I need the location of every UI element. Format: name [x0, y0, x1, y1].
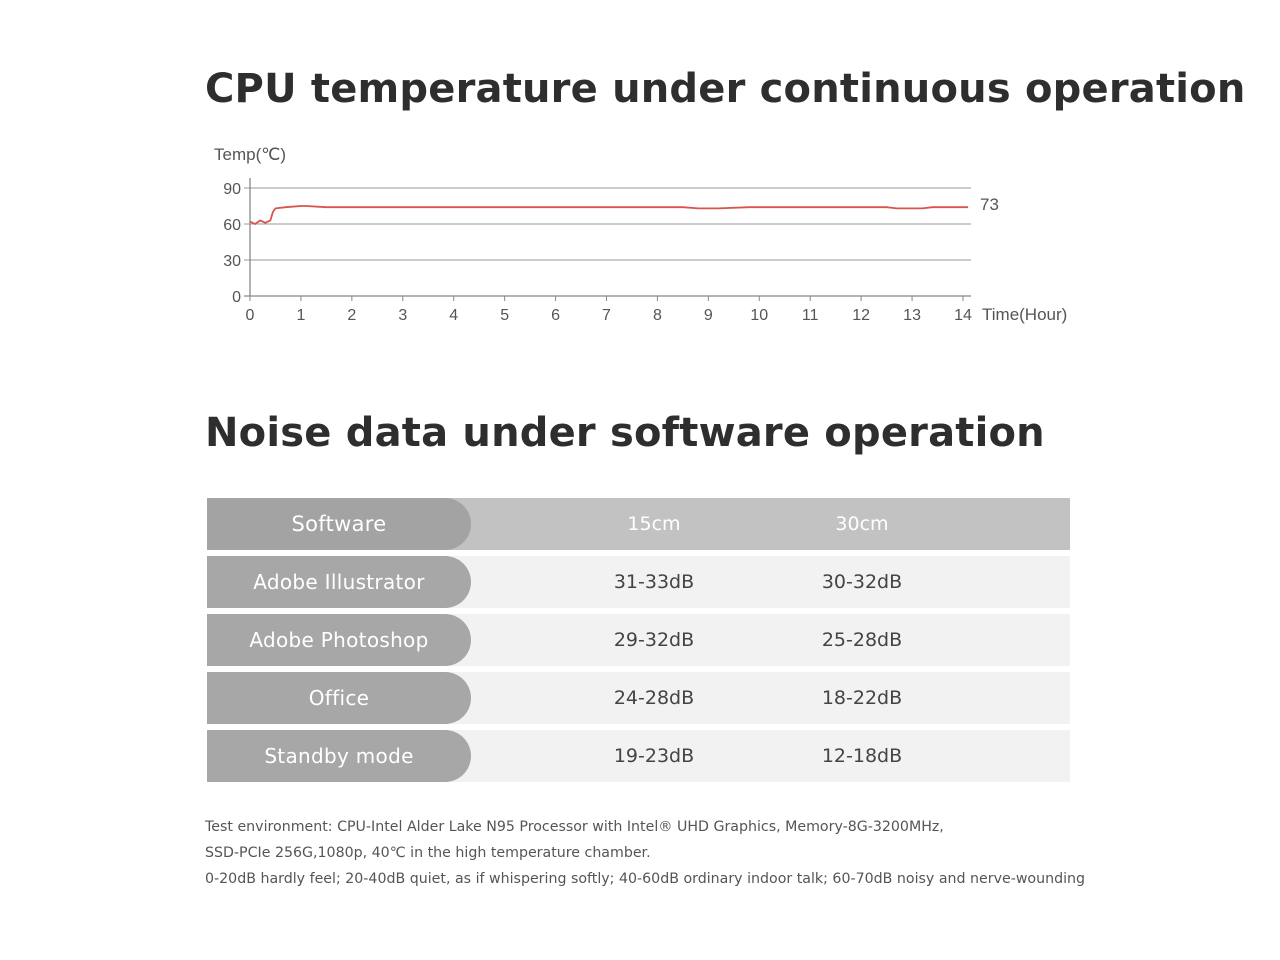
x-tick-label: 7	[602, 307, 611, 324]
row-software-label: Standby mode	[207, 730, 471, 782]
row-software-label: Adobe Photoshop	[207, 614, 471, 666]
table-row	[207, 556, 1070, 608]
y-axis-label: Temp(℃)	[214, 145, 286, 164]
x-tick-label: 13	[903, 307, 921, 324]
x-tick-label: 3	[398, 307, 408, 324]
y-tick-label: 60	[223, 217, 241, 234]
y-tick-label: 30	[223, 253, 241, 270]
footnote-test-environment: Test environment: CPU-Intel Alder Lake N95 Processor with Intel® UHD Graphics, Memory-8G-3200MHz,	[205, 819, 944, 835]
x-tick-label: 10	[750, 307, 769, 324]
x-tick-label: 11	[801, 307, 819, 324]
x-tick-label: 2	[347, 307, 357, 324]
end-value-label: 73	[980, 195, 999, 214]
row-software-label: Office	[207, 672, 471, 724]
cpu-chart-title: CPU temperature under continuous operation	[205, 66, 1246, 112]
x-axis-label: Time(Hour)	[982, 305, 1068, 324]
row-software-label: Adobe Illustrator	[207, 556, 471, 608]
table-row	[207, 672, 1070, 724]
x-tick-label: 4	[449, 307, 459, 324]
x-tick-label: 6	[551, 307, 561, 324]
footnote-noise-scale: 0-20dB hardly feel; 20-40dB quiet, as if whispering softly; 40-60dB ordinary indoor talk; 60-70dB noisy and nerve-wounding	[205, 871, 1086, 887]
table-header-row	[207, 498, 1070, 550]
series-layer	[250, 206, 968, 224]
row-30cm-value: 18-22dB	[821, 687, 903, 709]
y-tick-label: 0	[232, 289, 241, 306]
x-tick-label: 8	[652, 307, 662, 324]
temperature-series-line	[250, 206, 968, 224]
grid-layer	[244, 188, 971, 296]
x-tick-label: 12	[852, 307, 871, 324]
ticks-layer	[223, 181, 972, 324]
header-software: Software	[207, 498, 471, 550]
header-15cm: 15cm	[627, 513, 681, 535]
cpu-temperature-chart	[200, 135, 1100, 345]
header-30cm: 30cm	[835, 513, 889, 535]
x-tick-label: 14	[954, 307, 972, 324]
row-15cm-value: 29-32dB	[613, 629, 695, 651]
x-tick-label: 9	[703, 307, 713, 324]
noise-table	[207, 498, 1070, 788]
row-15cm-value: 19-23dB	[613, 745, 695, 767]
row-30cm-value: 25-28dB	[821, 629, 903, 651]
row-15cm-value: 24-28dB	[613, 687, 695, 709]
y-tick-label: 90	[223, 181, 241, 198]
x-tick-label: 0	[245, 307, 255, 324]
row-15cm-value: 31-33dB	[613, 571, 695, 593]
x-tick-label: 5	[500, 307, 510, 324]
noise-table-title: Noise data under software operation	[205, 410, 1045, 456]
row-30cm-value: 30-32dB	[821, 571, 903, 593]
row-30cm-value: 12-18dB	[821, 745, 903, 767]
x-tick-label: 1	[296, 307, 306, 324]
table-row	[207, 730, 1070, 782]
labels-layer	[214, 145, 1067, 324]
footnote-test-conditions: SSD-PCIe 256G,1080p, 40℃ in the high temperature chamber.	[205, 845, 651, 861]
footnotes	[205, 814, 1085, 892]
table-row	[207, 614, 1070, 666]
